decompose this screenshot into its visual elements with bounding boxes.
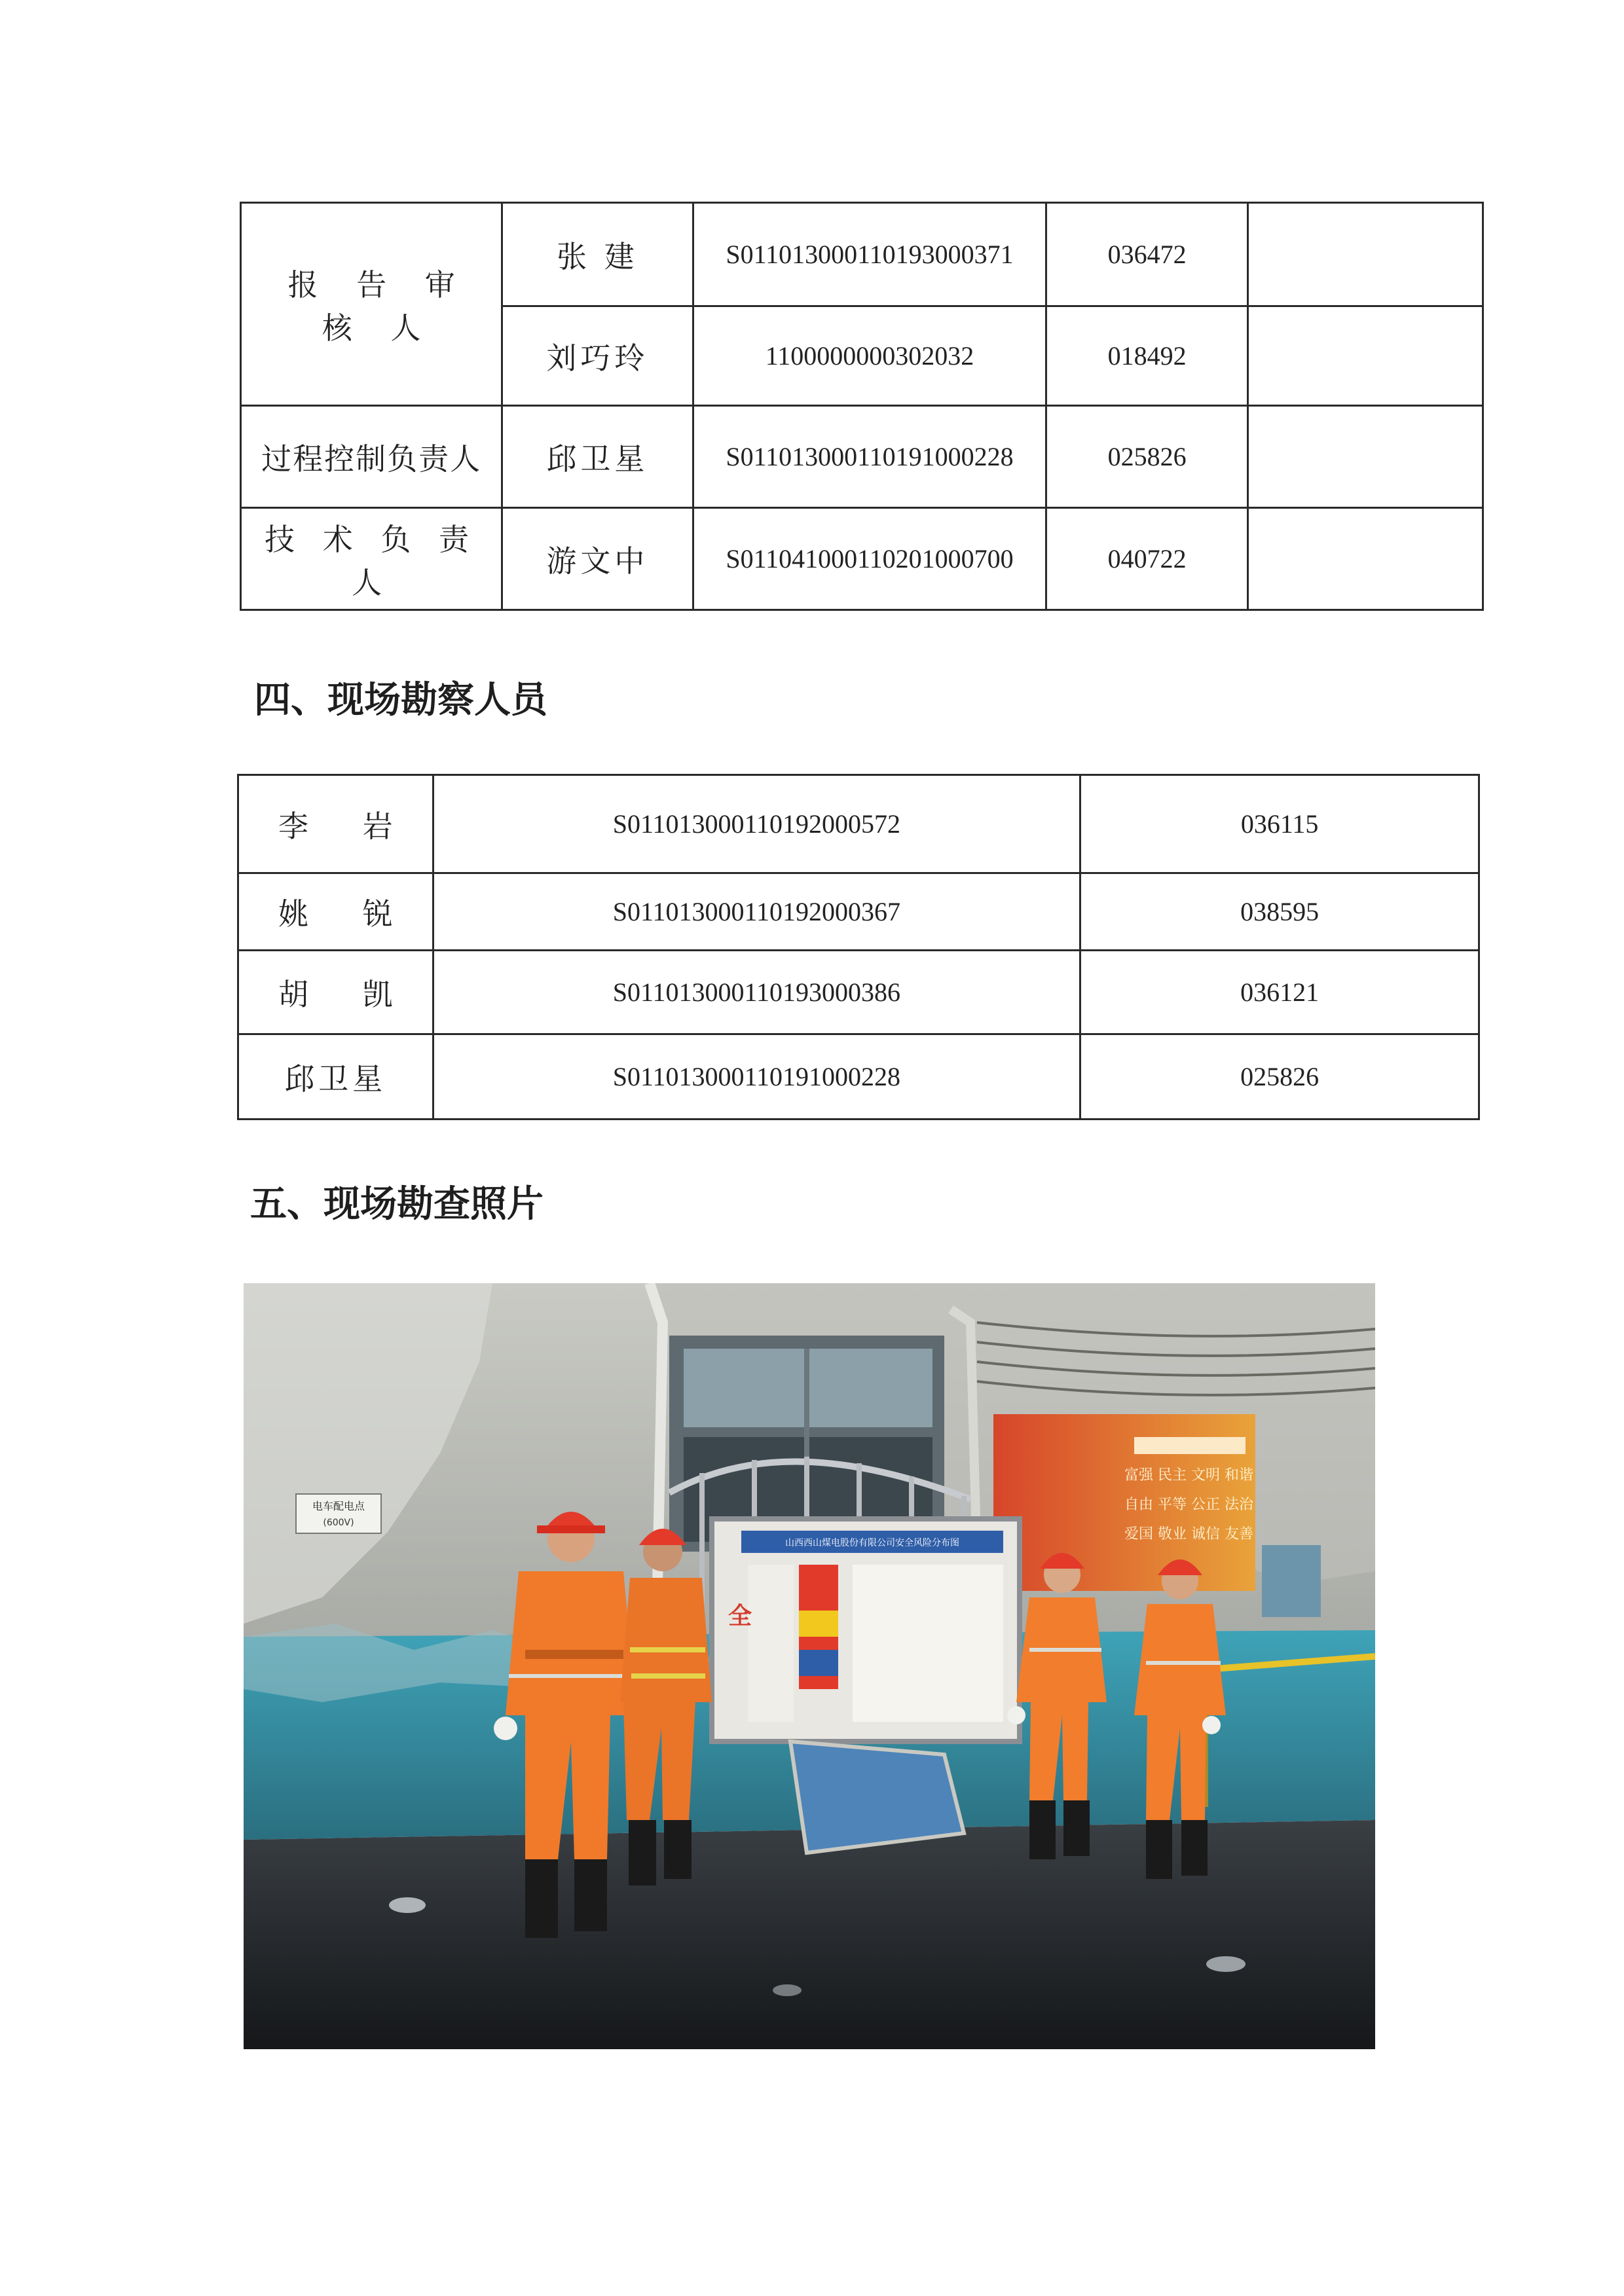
surveyor-id: 025826 xyxy=(1080,1034,1479,1120)
reviewer-name: 张 建 xyxy=(502,203,693,306)
surveyor-id: 038595 xyxy=(1080,873,1479,951)
poster-line-1: 富强 民主 文明 和谐 xyxy=(1124,1467,1253,1484)
section-title-survey-photos: 五、现场勘查照片 xyxy=(250,1183,544,1226)
surveyor-cert: S011013000110191000228 xyxy=(433,1034,1080,1120)
reviewer-cert: 1100000000302032 xyxy=(693,306,1046,406)
signoff-table xyxy=(240,202,1484,611)
process-control-label: 过程控制负责人 xyxy=(241,406,502,508)
reviewer-cert: S011013000110193000371 xyxy=(693,203,1046,306)
risk-board-title: 山西西山煤电股份有限公司安全风险分布图 xyxy=(785,1538,959,1548)
table-row xyxy=(241,203,1483,306)
surveyors-table xyxy=(237,774,1480,1120)
table-row xyxy=(238,873,1479,951)
process-control-id: 025826 xyxy=(1046,406,1248,508)
technical-lead-label: 技 术 负 责 人 xyxy=(241,508,502,610)
reviewer-name: 刘巧玲 xyxy=(502,306,693,406)
surveyor-cert: S011013000110192000367 xyxy=(433,873,1080,951)
poster-line-3: 爱国 敬业 诚信 友善 xyxy=(1124,1526,1253,1542)
section-title-survey-personnel: 四、现场勘察人员 xyxy=(254,679,547,721)
surveyor-name: 胡 凯 xyxy=(238,951,434,1034)
technical-lead-name: 游文中 xyxy=(502,508,693,610)
process-control-name: 邱卫星 xyxy=(502,406,693,508)
surveyor-name: 姚 锐 xyxy=(238,873,434,951)
surveyor-cert: S011013000110192000572 xyxy=(433,775,1080,873)
surveyor-id: 036121 xyxy=(1080,951,1479,1034)
surveyor-id: 036115 xyxy=(1080,775,1479,873)
surveyor-cert: S011013000110193000386 xyxy=(433,951,1080,1034)
surveyor-name: 李 岩 xyxy=(238,775,434,873)
table-row xyxy=(241,508,1483,610)
table-row xyxy=(238,951,1479,1034)
technical-lead-id: 040722 xyxy=(1046,508,1248,610)
technical-lead-signature xyxy=(1247,508,1483,610)
reviewer-signature xyxy=(1247,306,1483,406)
process-control-cert: S011013000110191000228 xyxy=(693,406,1046,508)
reviewer-signature xyxy=(1247,203,1483,306)
table-row xyxy=(241,406,1483,508)
table-row xyxy=(238,1034,1479,1120)
board-side-glyph: 全 xyxy=(728,1603,752,1630)
technical-lead-cert: S011041000110201000700 xyxy=(693,508,1046,610)
surveyor-name: 邱卫星 xyxy=(238,1034,434,1120)
wall-sign-voltage: (600V) xyxy=(323,1518,354,1528)
site-photo xyxy=(244,1283,1375,2049)
wall-sign-text: 电车配电点 xyxy=(312,1500,365,1512)
report-reviewer-label: 报 告 审 核 人 xyxy=(241,203,502,406)
table-row xyxy=(238,775,1479,873)
poster-line-2: 自由 平等 公正 法治 xyxy=(1124,1497,1253,1513)
reviewer-id: 018492 xyxy=(1046,306,1248,406)
reviewer-id: 036472 xyxy=(1046,203,1248,306)
process-control-signature xyxy=(1247,406,1483,508)
